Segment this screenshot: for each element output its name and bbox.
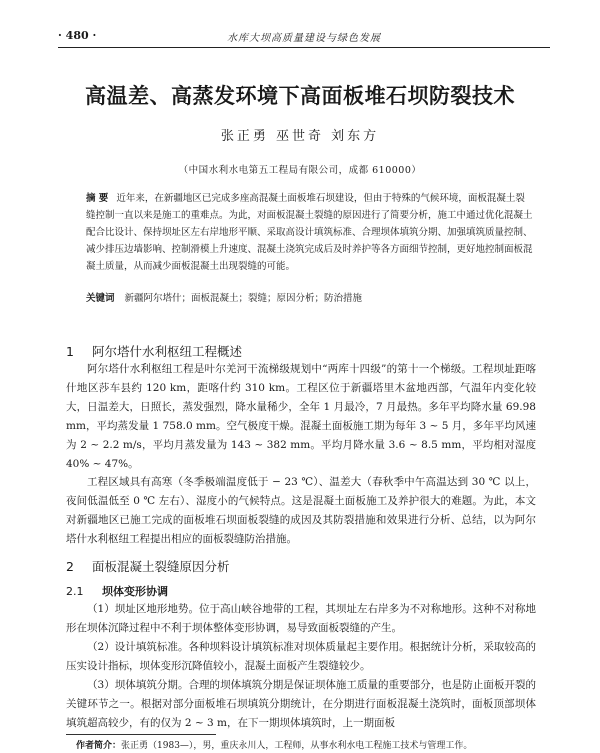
section-heading-1 <box>66 342 242 360</box>
body-paragraph: （2）设计填筑标准。各种坝料设计填筑标准对坝体质量起主要作用。根据统计分析，采取较高的压实设计指标，坝体变形沉降值较小，混凝土面板产生裂缝较少。 <box>66 641 536 672</box>
subsection-number: 2.1 <box>66 585 84 598</box>
abstract <box>86 190 534 275</box>
body-paragraph: （1）坝址区地形地势。位于高山峡谷地带的工程，其坝址左右岸多为不对称地形。这种不对称地形在坝体沉降过程中不利于坝体整体变形协调，易导致面板裂缝的产生。 <box>66 603 536 634</box>
abstract-label: 摘 要 <box>86 193 109 204</box>
header-divider <box>58 47 550 48</box>
body-paragraph: （3）坝体填筑分期。合理的坝体填筑分期是保证坝体施工质量的重要部分，也是防止面板开裂的关键环节之一。根据对部分面板堆石坝填筑分期统计，在分期进行面板混凝土浇筑时，面板顶部坝体填筑超高较少，有的仅为 2 ~ 3 m，在下一期坝体填筑时，上一期面板 <box>66 679 536 729</box>
section-number: 2 <box>66 559 74 574</box>
section-heading-2 <box>66 557 230 575</box>
page-number: · 480 · <box>58 29 97 42</box>
author-footnote <box>76 738 546 751</box>
footnote-divider <box>66 734 216 735</box>
affiliation: （中国水利水电第五工程局有限公司，成都 610000） <box>178 165 422 176</box>
section-title: 阿尔塔什水利枢纽工程概述 <box>92 344 243 359</box>
footnote-text: 张正勇（1983—），男，重庆永川人，工程师，从事水利水电工程施工技术与管理工作。 <box>121 741 473 751</box>
keywords <box>86 290 534 307</box>
running-header <box>58 28 550 46</box>
author-list: 张正勇 巫世奇 刘东方 <box>220 129 380 144</box>
subsection-title: 坝体变形协调 <box>102 585 168 598</box>
paper-title: 高温差、高蒸发环境下高面板堆石坝防裂技术 <box>85 84 515 108</box>
section-title: 面板混凝土裂缝原因分析 <box>92 559 230 574</box>
section-number: 1 <box>66 344 74 359</box>
journal-title: 水库大坝高质量建设与绿色发展 <box>227 33 381 44</box>
keywords-text: 新疆阿尔塔什；面板混凝土；裂缝；原因分析；防治措施 <box>124 293 363 304</box>
keywords-label: 关键词 <box>86 293 115 304</box>
subsection-heading <box>66 583 168 599</box>
body-paragraph: 阿尔塔什水利枢纽工程是叶尔羌河干流梯级规划中“两库十四级”的第十一个梯级。工程坝址距喀什地区莎车县约 120 km，距喀什约 310 km。工程区位于新疆塔里木盆地西部，气温年内变化较大，日温差大，日照长，蒸发强烈，降水量稀少，全年 1 月最冷，7 月最热。多年平均降水量 69.98 mm，平均蒸发量 1 758.0 mm。空气极度干燥。混凝土面板施工期为每年 3 ~ 5 月，多年平均风速为 2 ~ 2.2 m/s，平均月蒸发量为 143 ~ 382 mm。平均月降水量 3.6 ~ 8.5 mm，平均相对湿度 40% ~ 47%。 <box>66 363 536 470</box>
footnote-label: 作者简介： <box>76 741 122 751</box>
body-paragraph: 工程区域具有高寒（冬季极端温度低于 − 23 ℃）、温差大（春秋季中午高温达到 30 ℃ 以上，夜间低温低至 0 ℃ 左右）、湿度小的气候特点。这是混凝土面板施工及养护很大的难题。为此，本文对新疆地区已施工完成的面板堆石坝面板裂缝的成因及其防裂措施和效果进行分析、总结，以为阿尔塔什水利枢纽工程提出相应的面板裂缝防治措施。 <box>66 476 536 545</box>
abstract-text: 近年来，在新疆地区已完成多座高混凝土面板堆石坝建设，但由于特殊的气候环境，面板混凝土裂缝控制一直以来是施工的重难点。为此，对面板混凝土裂缝的原因进行了简要分析，施工中通过优化混凝土配合比设计、保持坝址区左右岸地形平顺、采取高设计填筑标准、合理坝体填筑分期、加强填筑质量控制、减少排压边墙影响、控制滑模上升速度、混凝土浇筑完成后及时养护等各方面细节控制，更好地控制面板混凝土质量，从而减少面板混凝土出现裂缝的可能。 <box>86 193 533 272</box>
